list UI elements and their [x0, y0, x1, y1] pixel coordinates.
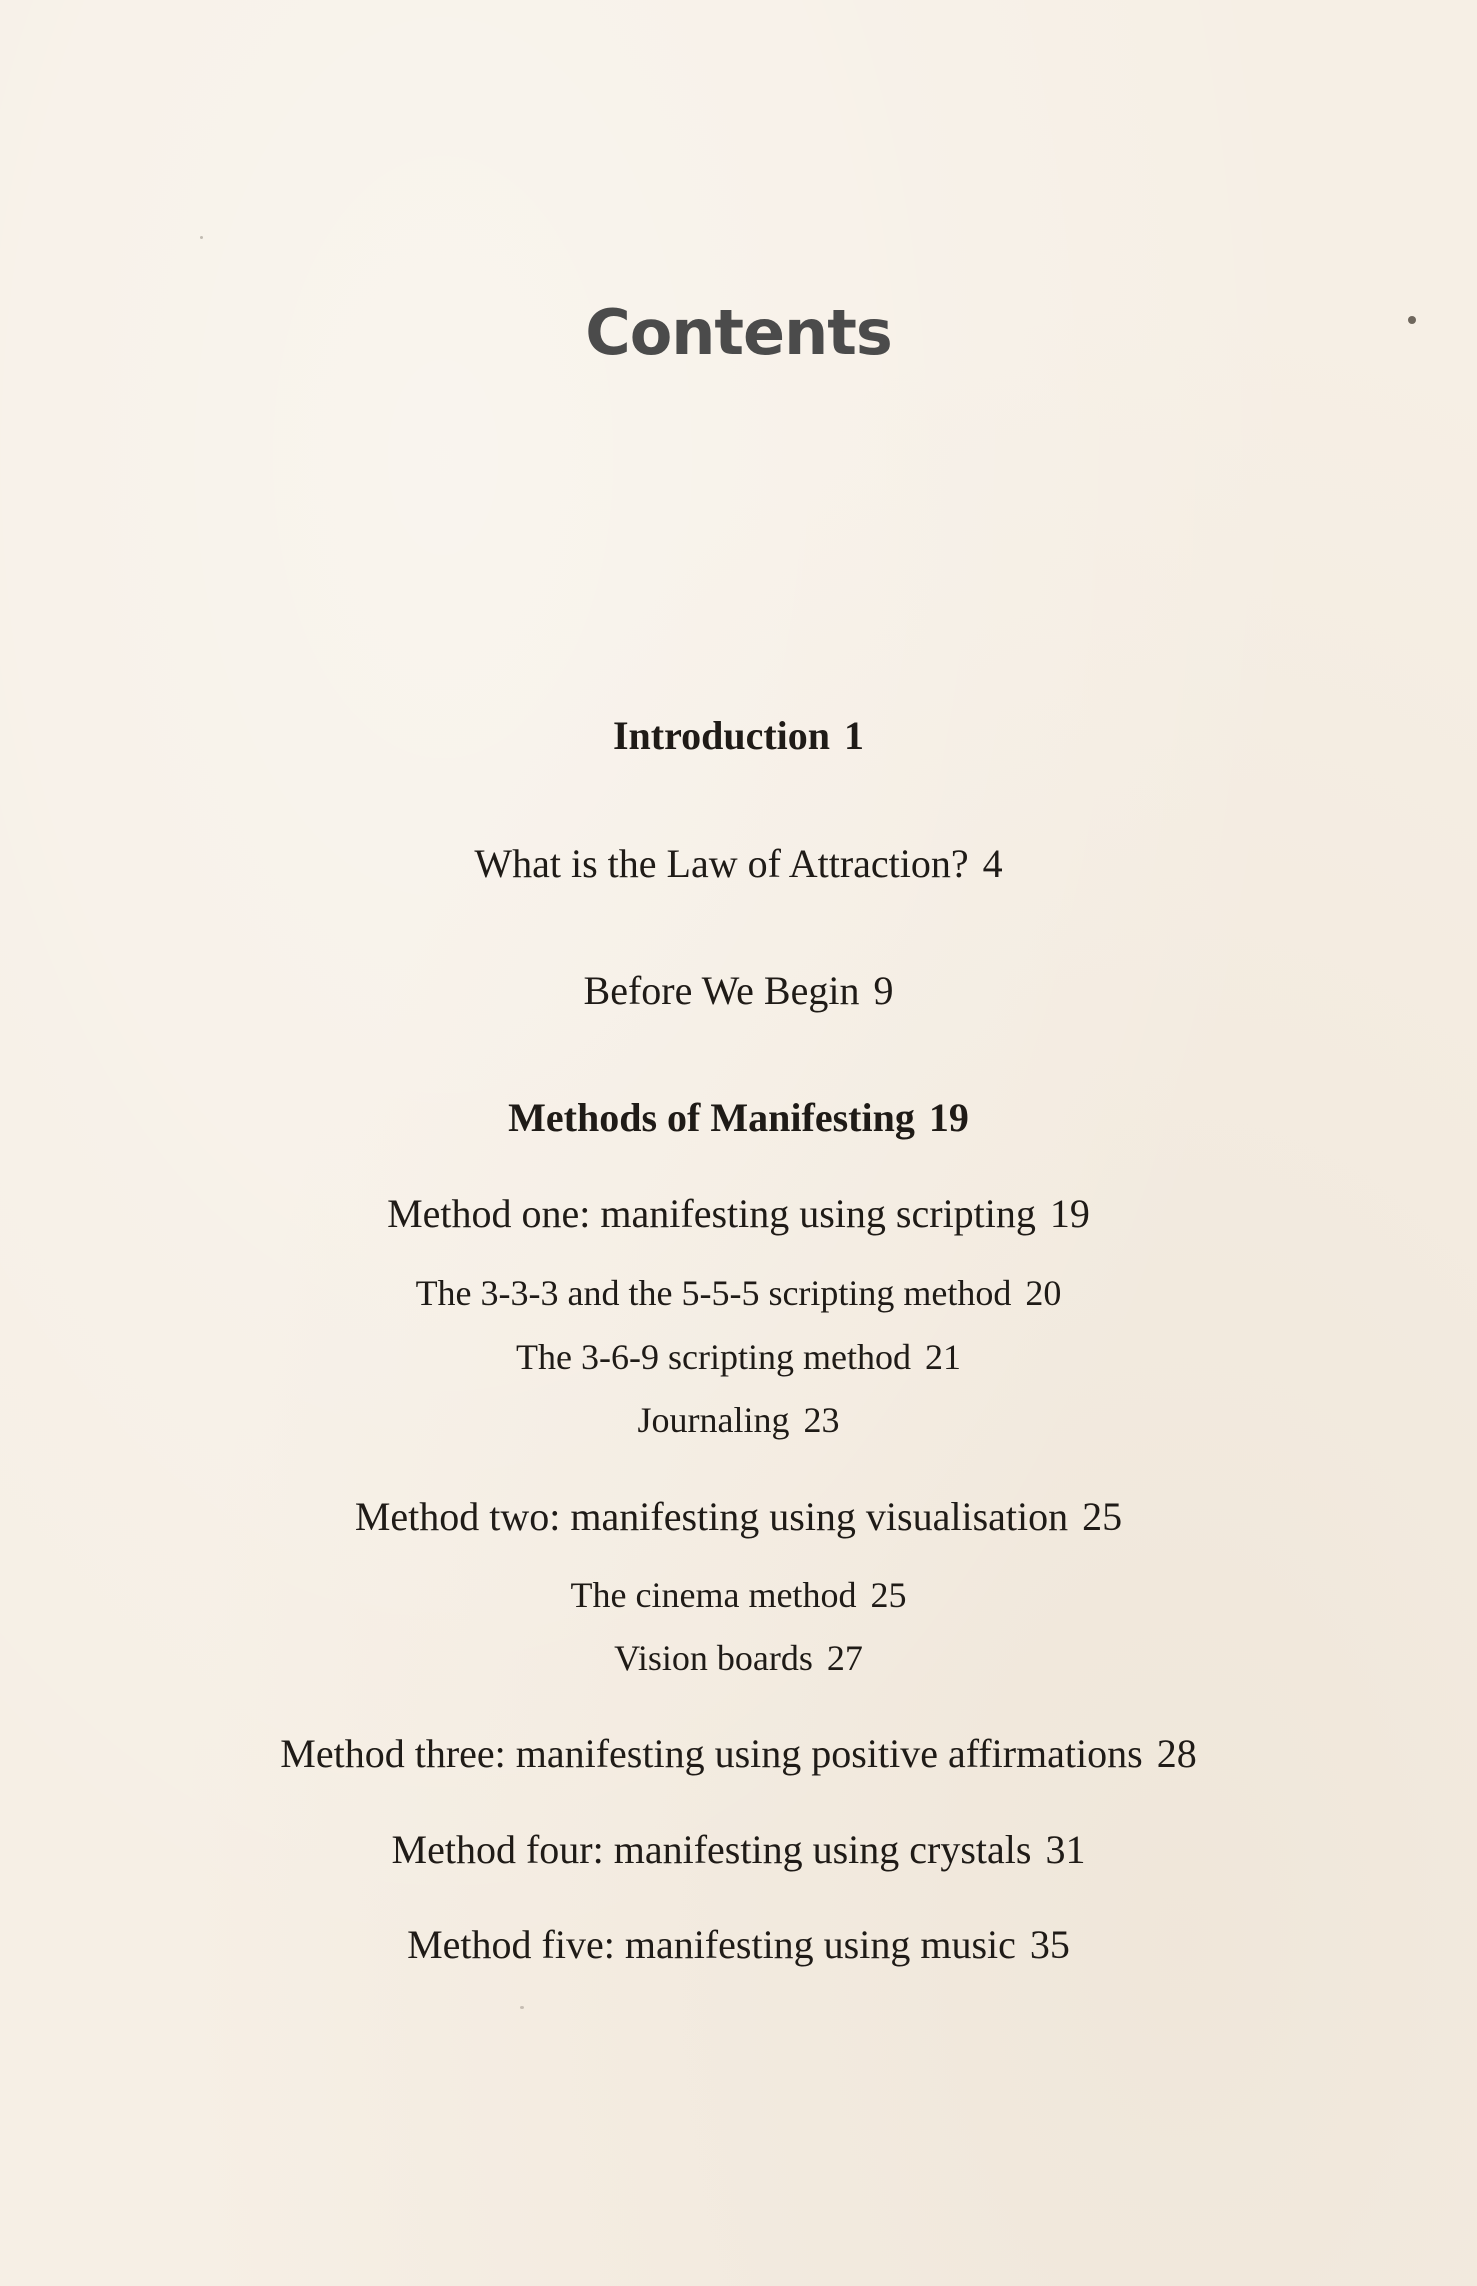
toc-entry-method-two[interactable]	[0, 1493, 1477, 1540]
toc-entry-page: 23	[803, 1400, 840, 1440]
toc-entry-label: Method five: manifesting using music	[407, 1922, 1016, 1967]
paper-speck	[200, 236, 203, 239]
toc-entry-method-one[interactable]	[0, 1190, 1477, 1237]
toc-entry-label: Method two: manifesting using visualisation	[354, 1494, 1069, 1539]
toc-entry-label: What is the Law of Attraction?	[474, 841, 969, 886]
toc-entry-method-five[interactable]	[0, 1921, 1477, 1968]
toc-entry-label: Method three: manifesting using positive affirmations	[280, 1731, 1143, 1776]
paper-speck	[520, 2006, 524, 2009]
toc-entry-page: 25	[870, 1575, 907, 1615]
toc-entry-page: 28	[1156, 1731, 1197, 1776]
toc-entry-label: Journaling	[637, 1400, 790, 1440]
toc-entry-page: 1	[844, 713, 865, 758]
toc-entry-page: 19	[928, 1095, 969, 1140]
toc-subentry-cinema-method[interactable]	[0, 1574, 1477, 1616]
toc-entry-methods-of-manifesting[interactable]	[0, 1094, 1477, 1141]
toc-entry-before-we-begin[interactable]	[0, 967, 1477, 1014]
toc-entry-page: 31	[1045, 1827, 1086, 1872]
toc-entry-page: 19	[1049, 1191, 1090, 1236]
toc-entry-label: The 3-3-3 and the 5-5-5 scripting method	[415, 1273, 1012, 1313]
toc-entry-law-of-attraction[interactable]	[0, 840, 1477, 887]
toc-subentry-vision-boards[interactable]	[0, 1637, 1477, 1679]
toc-entry-method-three[interactable]	[0, 1730, 1477, 1777]
toc-entry-label: Method four: manifesting using crystals	[391, 1827, 1032, 1872]
page-title: Contents	[585, 296, 892, 369]
toc-entry-label: Before We Begin	[583, 968, 860, 1013]
toc-entry-page: 9	[873, 968, 894, 1013]
toc-entry-label: Method one: manifesting using scripting	[387, 1191, 1036, 1236]
toc-entry-label: Vision boards	[614, 1638, 813, 1678]
toc-entry-method-four[interactable]	[0, 1826, 1477, 1873]
toc-entry-label: The 3-6-9 scripting method	[516, 1337, 911, 1377]
toc-entry-page: 4	[982, 841, 1003, 886]
toc-subentry-journaling[interactable]	[0, 1399, 1477, 1441]
toc-entry-page: 20	[1025, 1273, 1062, 1313]
toc-entry-label: The cinema method	[570, 1575, 857, 1615]
toc-entry-page: 21	[924, 1337, 961, 1377]
toc-entry-page: 25	[1082, 1494, 1123, 1539]
toc-entry-page: 35	[1029, 1922, 1070, 1967]
paper-speck	[1408, 316, 1416, 324]
toc-entry-label: Introduction	[612, 713, 831, 758]
toc-entry-introduction[interactable]	[0, 712, 1477, 759]
toc-subentry-369-scripting[interactable]	[0, 1336, 1477, 1378]
toc-subentry-333-555-scripting[interactable]	[0, 1272, 1477, 1314]
toc-entry-label: Methods of Manifesting	[508, 1095, 915, 1140]
toc-entry-page: 27	[826, 1638, 863, 1678]
